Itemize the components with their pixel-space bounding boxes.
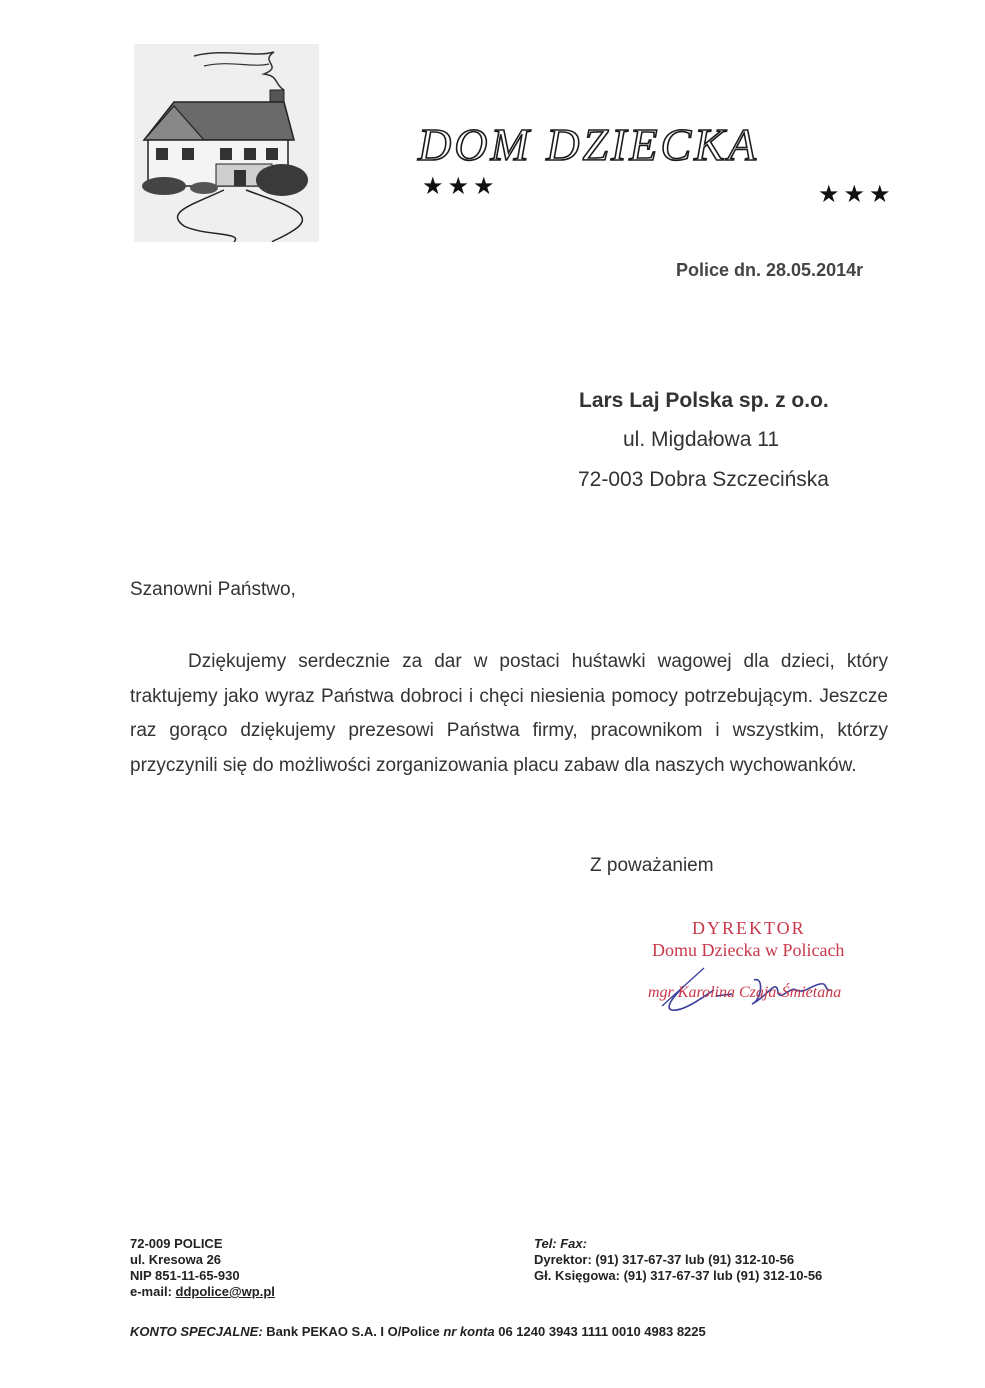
footer-tel-fax-label: Tel: Fax: xyxy=(534,1236,587,1251)
stamp-person-name: mgr Karolina Czaja-Śmietana xyxy=(648,984,842,1001)
footer-nip: NIP 851-11-65-930 xyxy=(130,1268,240,1283)
director-stamp xyxy=(630,918,890,1018)
footer-email-label: e-mail: xyxy=(130,1284,172,1299)
closing-phrase: Z poważaniem xyxy=(590,855,714,876)
recipient-city: 72-003 Dobra Szczecińska xyxy=(578,468,829,491)
letterhead-title: DOM DZIECKA xyxy=(418,119,759,170)
footer-address-block xyxy=(130,1236,275,1300)
stars-left-decoration: ★★★ xyxy=(422,173,499,200)
recipient-street: ul. Migdałowa 11 xyxy=(623,428,780,451)
salutation: Szanowni Państwo, xyxy=(130,579,296,600)
recipient-name: Lars Laj Polska sp. z o.o. xyxy=(579,389,829,412)
letter-date: Police dn. 28.05.2014r xyxy=(676,260,864,280)
footer-city: 72-009 POLICE xyxy=(130,1236,223,1251)
footer-email-row xyxy=(130,1284,275,1300)
account-number-label: nr konta xyxy=(443,1324,495,1339)
footer-bank-account xyxy=(130,1324,706,1339)
account-number: 06 1240 3943 1111 0010 4983 8225 xyxy=(498,1324,706,1339)
letter-body: Dziękujemy serdecznie za dar w postaci huśtawki wagowej dla dzieci, który traktujemy jako wyraz Państwa dobroci i chęci niesienia pomocy potrzebującym. Jeszcze raz gorąco dziękujemy prezesowi Państwa firmy, pracownikom i wszystkim, którzy przyczynili się do możliwości zorganizowania placu zabaw dla naszych wychowanków. xyxy=(130,651,888,776)
footer-contact-block xyxy=(534,1236,822,1284)
account-label: KONTO SPECJALNE: xyxy=(130,1324,263,1339)
stamp-organization: Domu Dziecka w Policach xyxy=(652,940,845,960)
stamp-title: DYREKTOR xyxy=(692,918,806,938)
footer-director-phone: Dyrektor: (91) 317-67-37 lub (91) 312-10-56 xyxy=(534,1252,795,1267)
stars-right-decoration: ★★★ xyxy=(818,181,895,208)
footer-accountant-phone: Gł. Księgowa: (91) 317-67-37 lub (91) 312-10-56 xyxy=(534,1268,823,1283)
footer-street: ul. Kresowa 26 xyxy=(130,1252,222,1267)
logo-house-image xyxy=(134,44,319,242)
account-bank: Bank PEKAO S.A. I O/Police xyxy=(266,1324,440,1339)
house-drawing xyxy=(134,44,319,242)
footer-email-link[interactable]: ddpolice@wp.pl xyxy=(175,1284,275,1299)
